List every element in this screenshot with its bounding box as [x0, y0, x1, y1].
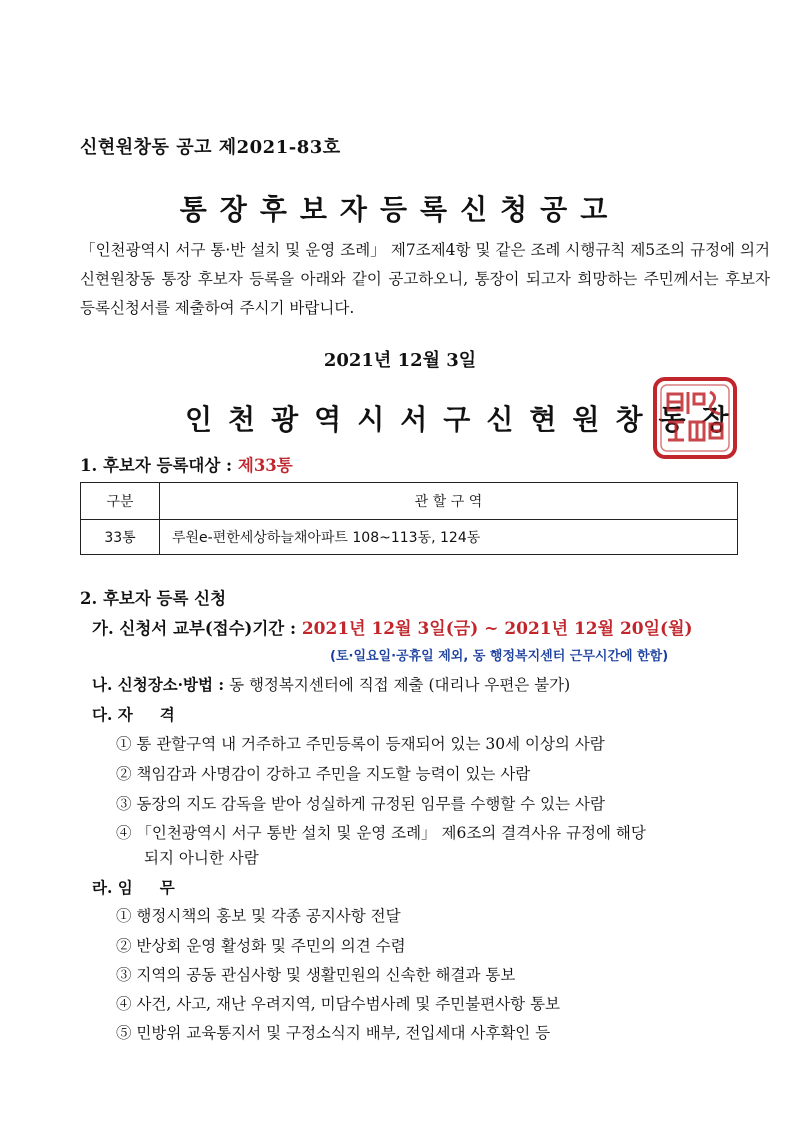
duty-item: ④ 사건, 사고, 재난 우려지역, 미담수범사례 및 주민불편사항 통보 [116, 995, 561, 1013]
qualification-heading: 다. 자 격 [92, 705, 175, 724]
notice-number: 신현원창동 공고 제2021-83호 [80, 137, 341, 158]
application-place [92, 673, 570, 695]
page-title: 통장후보자등록신청공고 [179, 193, 621, 226]
section1-heading [80, 452, 293, 476]
table-header-category: 구분 [81, 483, 160, 520]
intro-paragraph: 「인천광역시 서구 통·반 설치 및 운영 조례」 제7조제4항 및 같은 조례 시행규칙 제5조의 규정에 의거 신현원창동 통장 후보자 등록을 아래와 같이 공고하오니, 통장이 되고자 희망하는 주민께서는 후보자 등록신청서를 제출하여 주시기 바랍니다. [80, 241, 770, 317]
section1-target: 제33통 [237, 456, 293, 475]
qualification-item: ④ 「인천광역시 서구 통반 설치 및 운영 조례」 제6조의 결격사유 규정에 해당 [116, 824, 646, 842]
period-value: 2021년 12월 3일(금) ~ 2021년 12월 20일(월) [301, 619, 693, 639]
period-note: (토·일요일·공휴일 제외, 동 행정복지센터 근무시간에 한함) [330, 649, 669, 664]
duty-item: ③ 지역의 공동 관심사항 및 생활민원의 신속한 해결과 통보 [116, 966, 516, 984]
qualification-item: ② 책임감과 사명감이 강하고 주민을 지도할 능력이 있는 사람 [116, 765, 531, 783]
qualification-item: ① 통 관할구역 내 거주하고 주민등록이 등재되어 있는 30세 이상의 사람 [116, 735, 605, 753]
duty-item: ② 반상회 운영 활성화 및 주민의 의견 수렴 [116, 937, 406, 955]
table-row [81, 520, 738, 555]
official-seal-stamp [652, 376, 738, 460]
notice-date: 2021년 12월 3일 [323, 350, 477, 371]
duty-item: ① 행정시책의 홍보 및 각종 공지사항 전달 [116, 907, 401, 925]
jurisdiction-table [80, 482, 738, 555]
section1-label: 1. 후보자 등록대상 : [80, 456, 233, 475]
place-value: 동 행정복지센터에 직접 제출 (대리나 우편은 불가) [229, 676, 571, 694]
qualification-item-continued: 되지 아니한 사람 [144, 849, 259, 867]
duty-item: ⑤ 민방위 교육통지서 및 구정소식지 배부, 전입세대 사후확인 등 [116, 1024, 551, 1042]
application-period [92, 614, 693, 639]
table-cell-category: 33통 [81, 520, 160, 555]
qualification-item: ③ 동장의 지도 감독을 받아 성실하게 규정된 임무를 수행할 수 있는 사람 [116, 795, 605, 813]
table-cell-area: 루원e-편한세상하늘채아파트 108~113동, 124동 [160, 520, 738, 555]
duty-heading: 라. 임 무 [92, 878, 175, 897]
table-header-row [81, 483, 738, 520]
table-header-area: 관 할 구 역 [160, 483, 738, 520]
issuer-name: 인천광역시서구신현원창동장 [185, 403, 745, 436]
place-label: 나. 신청장소·방법 : [92, 675, 225, 694]
section2-heading: 2. 후보자 등록 신청 [80, 589, 227, 608]
period-label: 가. 신청서 교부(접수)기간 : [92, 619, 297, 638]
